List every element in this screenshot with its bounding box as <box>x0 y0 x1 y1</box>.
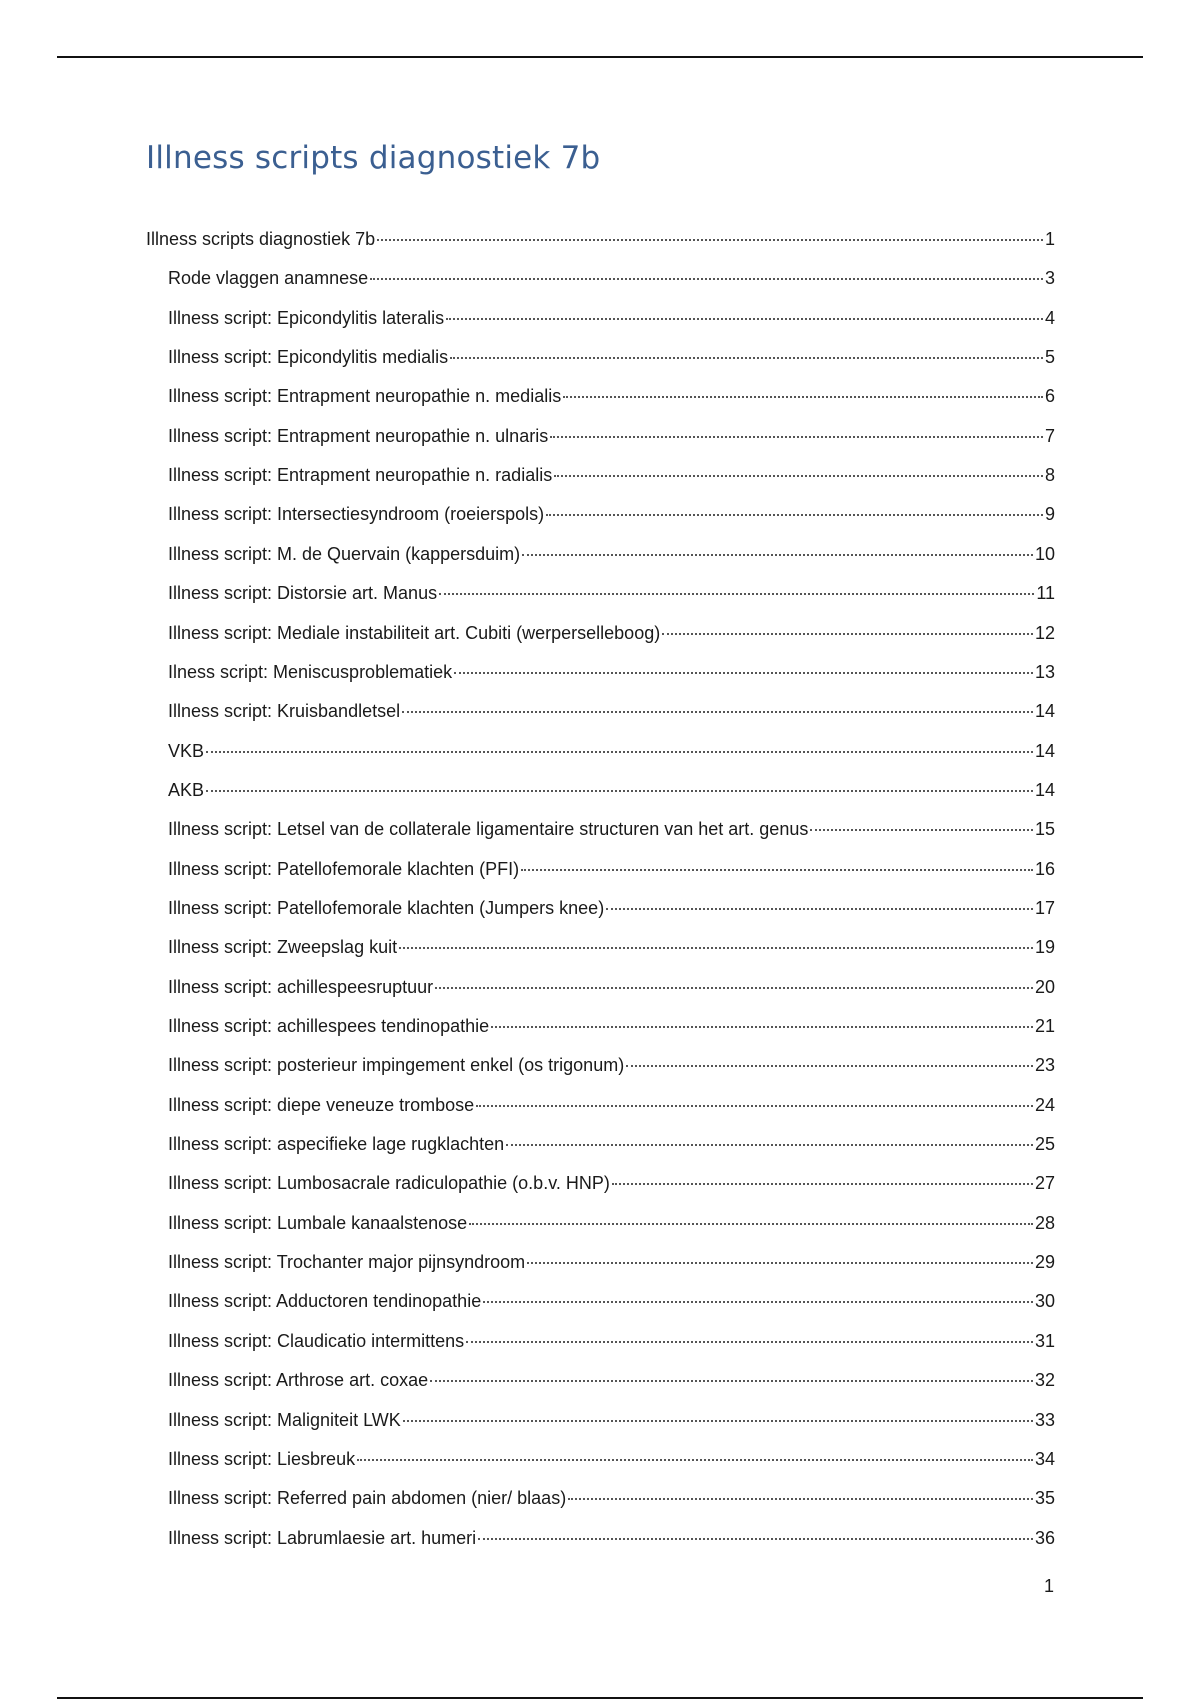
toc-entry[interactable] <box>146 227 1055 251</box>
toc-entry[interactable] <box>168 266 1055 290</box>
toc-dot-leader <box>450 357 1043 359</box>
toc-dot-leader <box>550 436 1043 438</box>
toc-entry-page: 33 <box>1034 1409 1055 1430</box>
toc-entry[interactable] <box>168 1014 1055 1038</box>
toc-entry-page: 13 <box>1034 661 1055 682</box>
toc-entry-page: 35 <box>1034 1488 1055 1509</box>
toc-entry-title: Illness script: Intersectiesyndroom (roeierspols) <box>168 504 545 525</box>
toc-dot-leader <box>377 239 1043 241</box>
toc-entry[interactable] <box>168 345 1055 369</box>
toc-entry-title: Illness script: diepe veneuze trombose <box>168 1094 475 1115</box>
toc-dot-leader <box>435 987 1033 989</box>
toc-entry-title: Illness script: aspecifieke lage rugklachten <box>168 1134 505 1155</box>
toc-entry-page: 1 <box>1044 229 1055 249</box>
toc-entry[interactable] <box>168 1408 1055 1432</box>
toc-entry-title: Illness script: Maligniteit LWK <box>168 1409 401 1430</box>
toc-entry-page: 8 <box>1044 465 1055 486</box>
toc-entry-page: 21 <box>1034 1016 1055 1036</box>
toc-entry-page: 6 <box>1044 386 1055 407</box>
toc-dot-leader <box>568 1498 1033 1500</box>
toc-dot-leader <box>466 1341 1033 1343</box>
toc-entry-page: 19 <box>1034 937 1055 958</box>
toc-entry-page: 27 <box>1034 1173 1055 1194</box>
toc-entry[interactable] <box>168 1211 1055 1235</box>
toc-dot-leader <box>491 1026 1033 1028</box>
toc-dot-leader <box>478 1538 1033 1540</box>
toc-dot-leader <box>506 1144 1033 1146</box>
toc-entry-title: Illness script: posterieur impingement enkel (os trigonum) <box>168 1055 625 1076</box>
toc-entry-page: 4 <box>1044 307 1055 328</box>
toc-entry[interactable] <box>168 699 1055 723</box>
toc-dot-leader <box>430 1380 1033 1382</box>
toc-entry-page: 34 <box>1034 1448 1055 1469</box>
toc-entry-title: Illness script: Labrumlaesie art. humeri <box>168 1527 477 1548</box>
toc-entry-title: Illness script: Entrapment neuropathie n. radialis <box>168 465 553 486</box>
toc-entry-title: Illness script: Patellofemorale klachten (PFI) <box>168 858 520 879</box>
toc-entry-page: 17 <box>1034 897 1055 918</box>
toc-entry-title: Illness script: achillespeesruptuur <box>168 976 434 997</box>
toc-dot-leader <box>612 1183 1033 1185</box>
toc-entry[interactable] <box>168 896 1055 920</box>
toc-entry[interactable] <box>168 1171 1055 1195</box>
toc-entry[interactable] <box>168 1289 1055 1313</box>
toc-dot-leader <box>521 869 1033 871</box>
toc-entry-title: Illness script: Liesbreuk <box>168 1448 356 1469</box>
toc-entry-page: 14 <box>1034 740 1055 761</box>
toc-entry[interactable] <box>168 1368 1055 1392</box>
toc-entry-title: Illness script: Arthrose art. coxae <box>168 1370 429 1391</box>
toc-entry-title: VKB <box>168 740 205 761</box>
toc-entry-title: Illness script: Entrapment neuropathie n. ulnaris <box>168 425 549 446</box>
toc-entry-page: 29 <box>1034 1252 1055 1273</box>
toc-entry[interactable] <box>168 1132 1055 1156</box>
document-title: Illness scripts diagnostiek 7b <box>146 140 601 176</box>
toc-entry[interactable] <box>168 1526 1055 1550</box>
toc-dot-leader <box>454 672 1033 674</box>
footer-rule <box>57 1697 1143 1699</box>
toc-entry[interactable] <box>168 1486 1055 1510</box>
toc-dot-leader <box>563 396 1043 398</box>
toc-dot-leader <box>439 593 1034 595</box>
toc-entry-title: Rode vlaggen anamnese <box>168 268 369 289</box>
toc-entry-title: Illness scripts diagnostiek 7b <box>146 229 376 249</box>
toc-entry-title: Illness script: Patellofemorale klachten (Jumpers knee) <box>168 897 605 918</box>
toc-entry[interactable] <box>168 1093 1055 1117</box>
toc-entry-page: 9 <box>1044 504 1055 525</box>
toc-entry-title: Illness script: Lumbosacrale radiculopathie (o.b.v. HNP) <box>168 1173 610 1194</box>
toc-dot-leader <box>469 1223 1033 1225</box>
toc-entry[interactable] <box>168 739 1055 763</box>
toc-dot-leader <box>476 1105 1033 1107</box>
toc-entry-page: 12 <box>1034 622 1055 643</box>
toc-entry-page: 15 <box>1034 819 1055 840</box>
toc-dot-leader <box>206 790 1033 792</box>
toc-entry-page: 11 <box>1036 583 1055 604</box>
toc-entry-page: 25 <box>1034 1134 1055 1155</box>
toc-entry-page: 14 <box>1034 779 1055 800</box>
toc-dot-leader <box>522 554 1033 556</box>
toc-entry-title: Illness script: achillespees tendinopathie <box>168 1016 490 1036</box>
toc-entry-page: 28 <box>1034 1212 1055 1233</box>
toc-entry-title: Illness script: Lumbale kanaalstenose <box>168 1212 468 1233</box>
toc-entry-page: 31 <box>1034 1330 1055 1351</box>
toc-entry-page: 23 <box>1034 1055 1055 1076</box>
toc-entry[interactable] <box>168 1053 1055 1077</box>
toc-entry[interactable] <box>168 857 1055 881</box>
toc-entry-page: 20 <box>1034 976 1055 997</box>
toc-entry[interactable] <box>168 384 1055 408</box>
toc-dot-leader <box>370 278 1043 280</box>
toc-entry-page: 3 <box>1044 268 1055 289</box>
toc-dot-leader <box>546 514 1043 516</box>
toc-dot-leader <box>483 1301 1033 1303</box>
toc-entry[interactable] <box>168 935 1055 959</box>
toc-entry-page: 5 <box>1044 347 1055 368</box>
toc-entry-title: Illness script: Referred pain abdomen (nier/ blaas) <box>168 1488 567 1509</box>
toc-entry-title: Illness script: Epicondylitis lateralis <box>168 307 445 328</box>
toc-entry[interactable] <box>168 306 1055 330</box>
toc-entry[interactable] <box>168 424 1055 448</box>
toc-entry-title: Illness script: Zweepslag kuit <box>168 937 398 958</box>
toc-entry-page: 10 <box>1034 543 1055 564</box>
page-number: 1 <box>1043 1576 1054 1596</box>
toc-entry[interactable] <box>168 621 1055 645</box>
toc-dot-leader <box>402 711 1033 713</box>
toc-entry[interactable] <box>168 1329 1055 1353</box>
toc-dot-leader <box>626 1065 1033 1067</box>
toc-dot-leader <box>357 1459 1033 1461</box>
toc-entry-title: Illness script: M. de Quervain (kappersduim) <box>168 543 521 564</box>
toc-entry[interactable] <box>168 1250 1055 1274</box>
toc-dot-leader <box>527 1262 1033 1264</box>
toc-entry-title: Illness script: Kruisbandletsel <box>168 701 401 722</box>
toc-entry[interactable] <box>168 817 1055 841</box>
toc-entry-page: 36 <box>1034 1527 1055 1548</box>
toc-entry[interactable] <box>168 778 1055 802</box>
toc-entry[interactable] <box>168 581 1055 605</box>
toc-entry-title: Illness script: Distorsie art. Manus <box>168 583 438 604</box>
toc-entry[interactable] <box>168 660 1055 684</box>
toc-dot-leader <box>206 751 1033 753</box>
toc-dot-leader <box>403 1420 1033 1422</box>
toc-dot-leader <box>810 829 1033 831</box>
toc-entry-page: 30 <box>1034 1291 1055 1312</box>
toc-entry-title: Illness script: Trochanter major pijnsyndroom <box>168 1252 526 1273</box>
toc-dot-leader <box>446 318 1043 320</box>
toc-entry[interactable] <box>168 542 1055 566</box>
toc-entry-title: Illness script: Letsel van de collaterale ligamentaire structuren van het art. genus <box>168 819 809 840</box>
toc-entry-title: Illness script: Claudicatio intermittens <box>168 1330 465 1351</box>
toc-entry-page: 7 <box>1044 425 1055 446</box>
toc-entry[interactable] <box>168 975 1055 999</box>
toc-entry-title: Illness script: Entrapment neuropathie n. medialis <box>168 386 562 407</box>
toc-entry[interactable] <box>168 463 1055 487</box>
toc-entry-title: Illness script: Epicondylitis medialis <box>168 347 449 368</box>
toc-entry-title: Illness script: Mediale instabiliteit art. Cubiti (werperselleboog) <box>168 622 661 643</box>
toc-entry-page: 14 <box>1034 701 1055 722</box>
toc-entry[interactable] <box>168 1447 1055 1471</box>
toc-entry-title: Illness script: Adductoren tendinopathie <box>168 1291 482 1312</box>
toc-entry[interactable] <box>168 502 1055 526</box>
toc-dot-leader <box>606 908 1033 910</box>
toc-entry-title: AKB <box>168 779 205 800</box>
toc-dot-leader <box>554 475 1043 477</box>
toc-entry-page: 24 <box>1034 1094 1055 1115</box>
toc-entry-page: 32 <box>1034 1370 1055 1391</box>
toc-dot-leader <box>662 633 1033 635</box>
toc-entry-page: 16 <box>1034 858 1055 879</box>
toc-entry-title: Ilness script: Meniscusproblematiek <box>168 661 453 682</box>
toc-dot-leader <box>399 947 1033 949</box>
